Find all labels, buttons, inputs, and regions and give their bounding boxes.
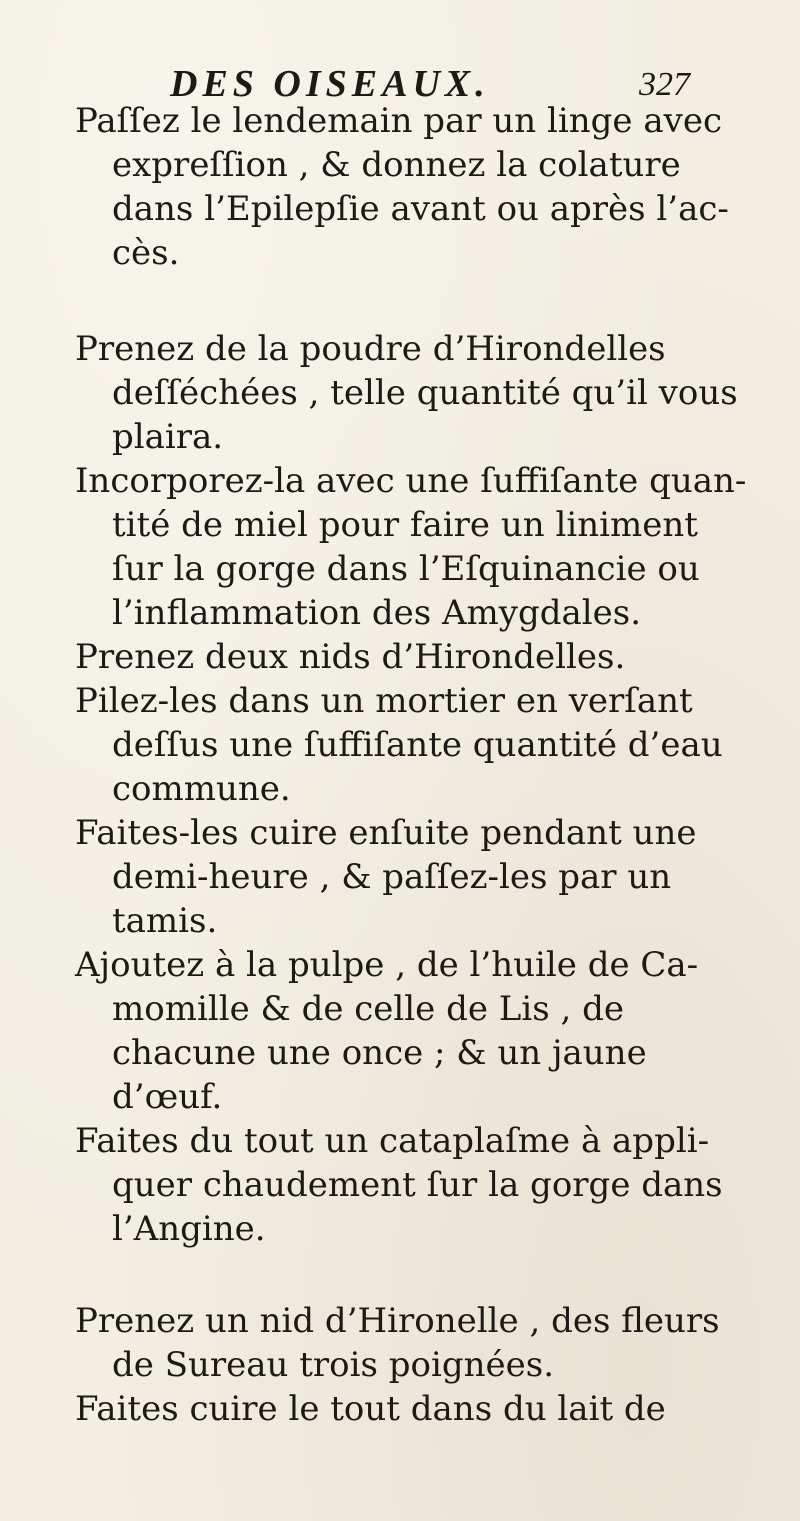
text-line: Ajoutez à la pulpe , de l’huile de Ca-: [75, 945, 699, 985]
text-line: Prenez de la poudre d’Hirondelles: [75, 329, 666, 369]
text-line: ſur la gorge dans l’Eſquinancie ou: [112, 549, 700, 589]
text-line: cès.: [112, 233, 180, 273]
text-line: demi-heure , & paſſez-les par un: [112, 857, 672, 897]
text-line: expreſſion , & donnez la colature: [112, 145, 681, 185]
text-line: Prenez deux nids d’Hirondelles.: [75, 637, 626, 677]
text-line: deſſéchées , telle quantité qu’il vous: [112, 373, 738, 413]
text-line: Faites cuire le tout dans du lait de: [75, 1389, 666, 1429]
text-line: momille & de celle de Lis , de: [112, 989, 625, 1029]
text-line: plaira.: [112, 417, 224, 457]
text-line: tamis.: [112, 901, 218, 941]
text-line: deſſus une ſuffiſante quantité d’eau: [112, 725, 723, 765]
body-text: [75, 99, 747, 1431]
text-line: l’Angine.: [112, 1209, 266, 1249]
text-line: dans l’Epilepſie avant ou après l’ac-: [112, 189, 729, 229]
text-line: quer chaudement ſur la gorge dans: [112, 1165, 723, 1205]
text-line: Faites du tout un cataplaſme à appli-: [75, 1121, 710, 1161]
text-line: chacune une once ; & un jaune: [112, 1033, 647, 1073]
text-line: Prenez un nid d’Hironelle , des fleurs: [75, 1301, 720, 1341]
text-line: Paſſez le lendemain par un linge avec: [75, 101, 722, 141]
text-line: d’œuf.: [112, 1077, 223, 1117]
running-title: DES OISEAUX.: [170, 63, 490, 105]
text-line: Pilez-les dans un mortier en verſant: [75, 681, 693, 721]
text-line: tité de miel pour faire un liniment: [112, 505, 698, 545]
text-line: commune.: [112, 769, 291, 809]
page-number: 327: [639, 66, 690, 103]
text-line: Faites-les cuire enſuite pendant une: [75, 813, 697, 853]
text-line: Incorporez-la avec une ſuffiſante quan-: [75, 461, 747, 501]
paragraph-gap: [75, 275, 675, 327]
paragraph-gap: [75, 1251, 675, 1299]
text-line: l’inflammation des Amygdales.: [112, 593, 642, 633]
text-line: de Sureau trois poignées.: [112, 1345, 555, 1385]
